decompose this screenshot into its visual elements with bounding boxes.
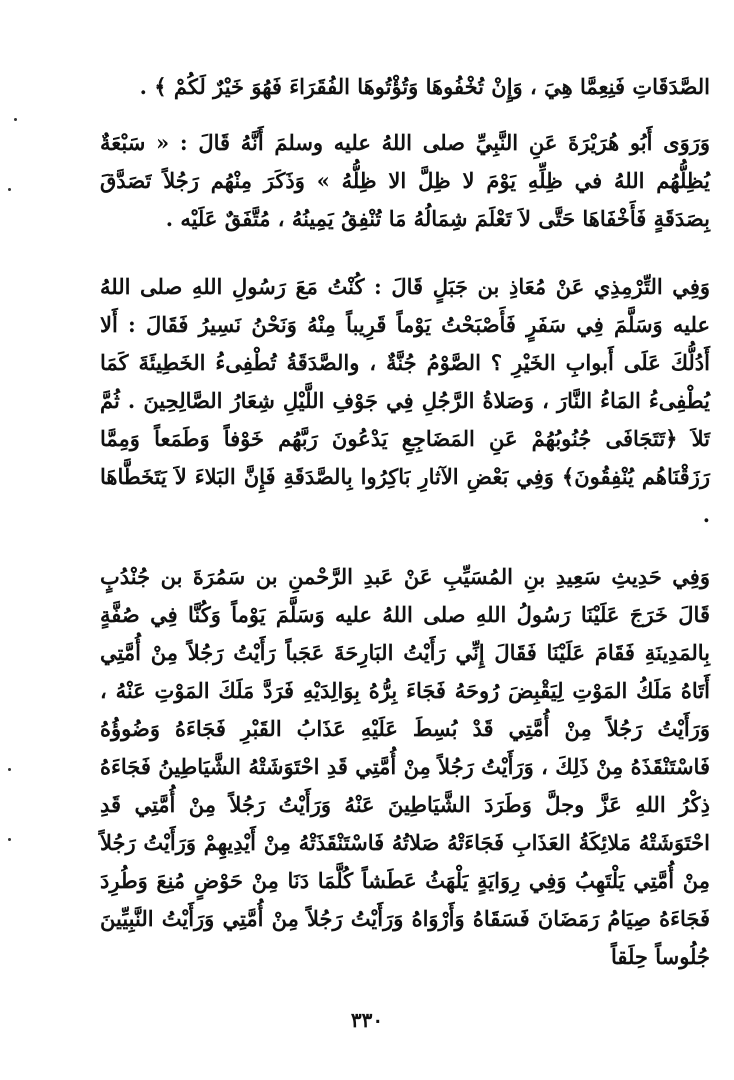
margin-speck (8, 188, 11, 191)
margin-speck (8, 838, 11, 841)
paragraph-3: وَفِي التِّرْمِذِي عَنْ مُعَاذِ بن جَبَلٍ قَالَ : كُنْتُ مَعَ رَسُولِ اللهِ صلى اللهُ عليه وَسَلَّمَ فِي سَفَرٍ فَأَصْبَحْتُ يَوْماً قَرِيباً مِنْهُ وَنَحْنُ نَسِيرُ فَقَالَ : أَلا أَدُلُّكَ عَلَى أَبوابِ الخَيْرِ ؟ الصَّوْمُ جُنَّةٌ ، والصَّدَقَةُ تُطْفِىءُ الخَطِيئَةَ كَمَا يُطْفِىءُ المَاءُ النَّارَ ، وَصَلاةُ الرَّجُلِ فِي جَوْفِ اللَّيْلِ شِعَارُ الصَّالِحِينَ . ثُمَّ تَلاَ ﴿تَتَجَافَى جُنُوبُهُمْ عَنِ المَضَاجِعِ يَدْعُونَ رَبَّهُم خَوْفاً وَطَمَعاً وَمِمَّا رَزَقْنَاهُم يُنْفِقُونَ﴾ وَفِي بَعْضِ الآثارِ بَاكِرُوا بِالصَّدَقَةِ فَإِنَّ البَلاءَ لاَ يَتَخَطَّاهَا . (100, 274, 710, 527)
margin-speck (8, 768, 11, 771)
paragraph-2: وَرَوَى أَبُو هُرَيْرَةَ عَنِ النَّبِيِّ صلى اللهُ عليه وسلمَ أَنَّهُ قَالَ : « سَبْعَةٌ يُظِلُّهُم اللهُ في ظِلِّهِ يَوْمَ لا ظِلَّ الا ظِلُّهُ » وَذَكَرَ مِنْهُم رَجُلاً تَصَدَّقَ بِصَدَقَةٍ فَأَخْفَاهَا حَتَّى لاَ تَعْلَمَ شِمَالُهُ مَا تُنْفِقُ يَمِينُهُ ، مُتَّفَقٌ عَلَيْه . (100, 130, 710, 231)
paragraph-4: وَفِي حَدِيثِ سَعِيدِ بنِ المُسَيِّبِ عَنْ عَبدِ الرَّحْمنِ بن سَمُرَةَ بن جُنْدُبٍ قَالَ خَرَجَ عَلَيْنَا رَسُولُ اللهِ صلى اللهُ عليه وَسَلَّمَ يَوْماً وَكُنَّا فِي صُفَّةٍ بِالمَدِينَةِ فَقَامَ عَلَيْنَا فَقَالَ إِنِّي رَأَيْتُ البَارِحَةَ عَجَباً رَأَيْتُ رَجُلاً مِنْ أُمَّتِي أَتَاهُ مَلَكُ المَوْتِ لِيَقْبِضَ رُوحَهُ فَجَاءَ بِرُّهُ بِوَالِدَيْهِ فَرَدَّ مَلَكَ المَوْتِ عَنْهُ ، وَرَأَيْتُ رَجُلاً مِنْ أُمَّتِي قَدْ بُسِطَ عَلَيْهِ عَذَابُ القَبْرِ فَجَاءَهُ وَضُوؤُهُ فَاسْتَنْقَذَهُ مِنْ ذَلِكَ ، وَرَأَيْتُ رَجُلاً مِنْ أُمَّتِي قَدِ احْتَوَشَتْهُ الشَّيَاطِينُ فَجَاءَهُ ذِكْرُ اللهِ عَزَّ وجلَّ وَطَرَدَ الشَّيَاطِينَ عَنْهُ وَرَأَيْتُ رَجُلاً مِنْ أُمَّتِي قَدِ احْتَوَشَتْهُ مَلائِكَةُ العَذَابِ فَجَاءَتْهُ صَلاتُهُ فَاسْتَنْقَذَتْهُ مِنْ أَيْدِيهِمْ وَرَأَيْتُ رَجُلاً مِنْ أُمَّتِي يَلْتَهِبُ وَفِي رِوَايَةٍ يَلْهَثُ عَطَشاً كُلَّمَا دَنَا مِنْ حَوْضٍ مُنِعَ وَطُرِدَ فَجَاءَهُ صِيَامُ رَمَضَانَ فَسَقَاهُ وَأَرْوَاهُ وَرَأَيْتُ رَجُلاً مِنْ أُمَّتِي وَرَأَيْتُ النَّبِيِّينَ جُلُوساً حِلَقاً (100, 564, 710, 969)
margin-speck (14, 118, 17, 121)
page-number: ٣٣٠ (350, 1008, 384, 1032)
paragraph-1: الصَّدَقَاتِ فَنِعِمَّا هِيَ ، وَإِنْ تُخْفُوهَا وَتُؤْتُوهَا الفُقَرَاءَ فَهُوَ خَيْرٌ لَكُمْ ﴾ . (139, 74, 710, 99)
